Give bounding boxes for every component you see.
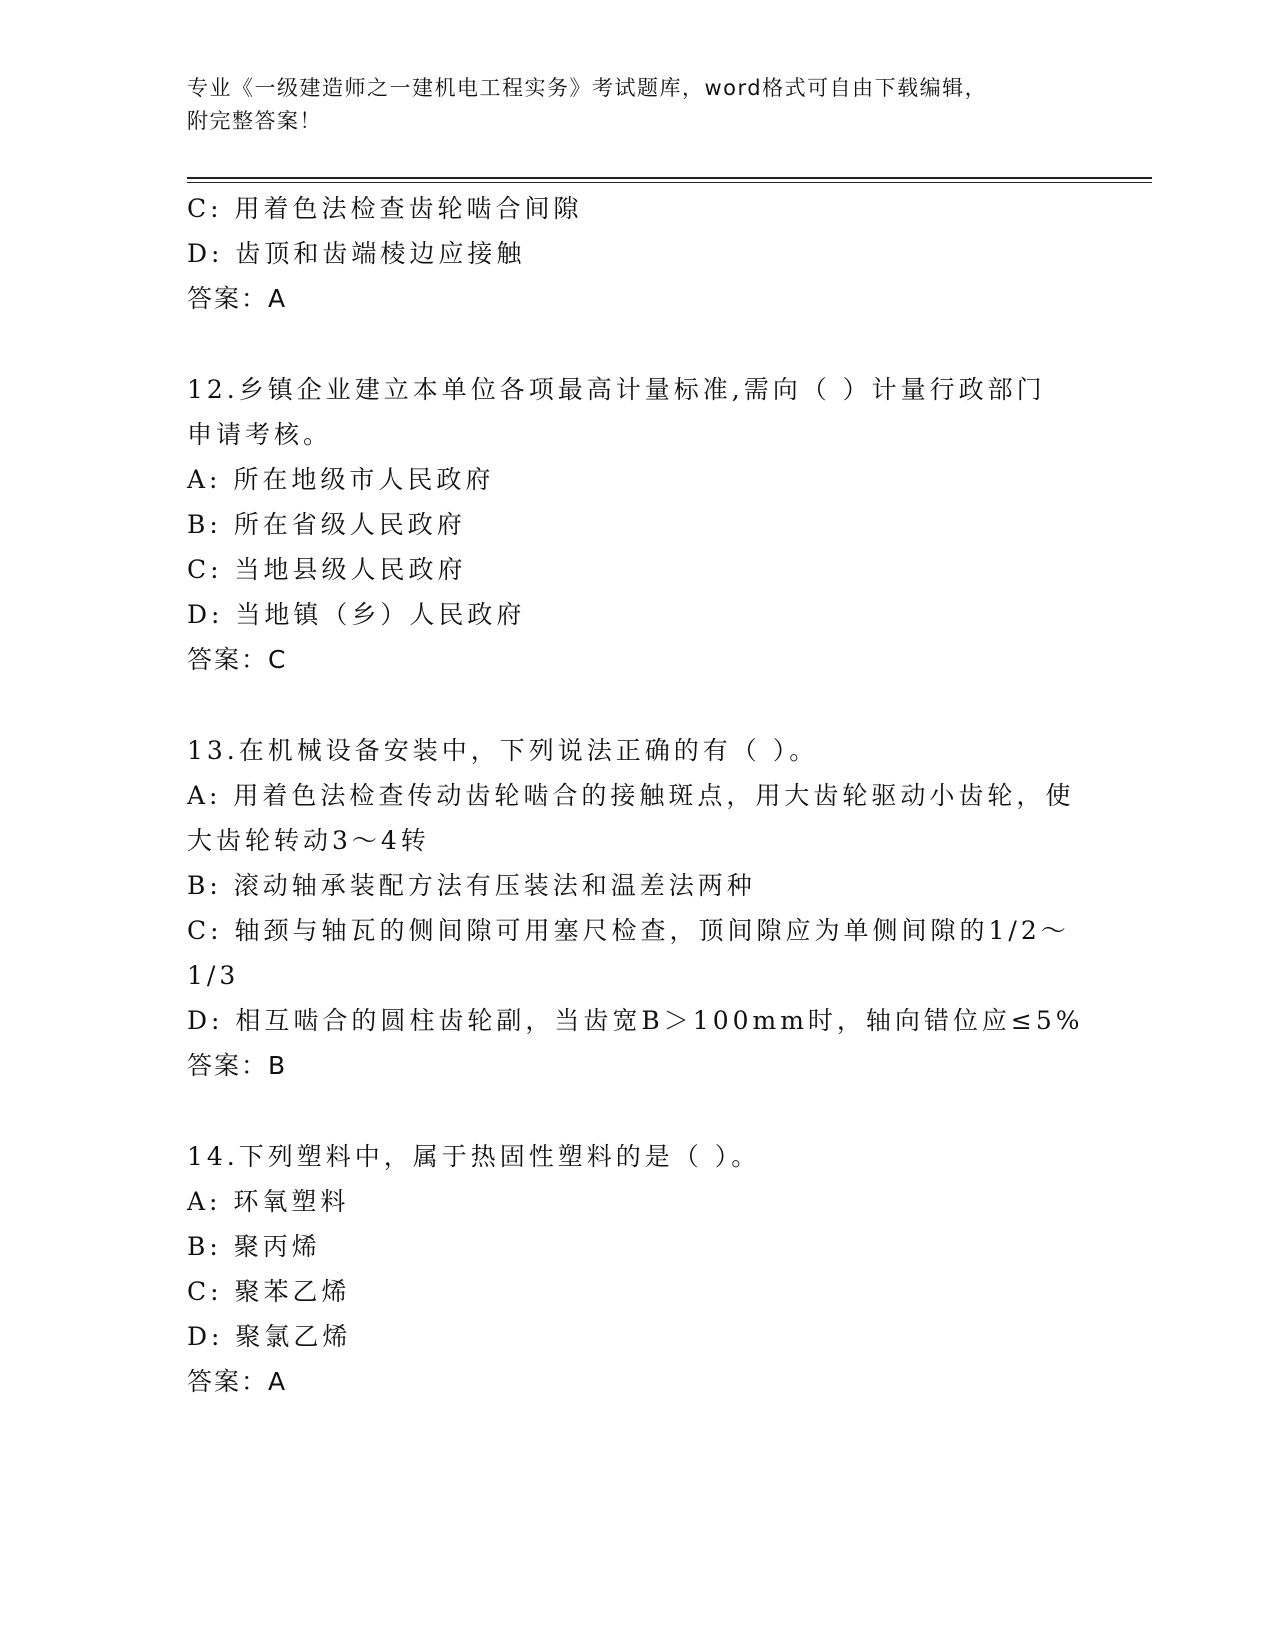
option-c: C: 轴颈与轴瓦的侧间隙可用塞尺检查，顶间隙应为单侧间隙的1/2～	[187, 916, 1070, 945]
question-12-block	[187, 367, 1087, 682]
header-line-2: 附完整答案！	[187, 109, 322, 133]
question-14-block	[187, 1134, 1087, 1404]
question-stem-continued: 申请考核。	[187, 420, 333, 449]
option-c: C: 当地县级人民政府	[187, 555, 467, 584]
spacer	[187, 1088, 1087, 1134]
option-d: D: 当地镇（乡）人民政府	[187, 600, 526, 629]
answer-label: 答案：A	[187, 1367, 288, 1396]
option-a: A: 所在地级市人民政府	[187, 465, 495, 494]
prev-question-block	[187, 186, 1087, 321]
option-d: D: 齿顶和齿端棱边应接触	[187, 239, 526, 268]
option-c: C: 用着色法检查齿轮啮合间隙	[187, 194, 583, 223]
option-b: B: 滚动轴承装配方法有压装法和温差法两种	[187, 871, 756, 900]
header-line-1: 专业《一级建造师之一建机电工程实务》考试题库，word格式可自由下载编辑，	[187, 76, 988, 100]
option-a-continued: 大齿轮转动3～4转	[187, 826, 430, 855]
option-a: A: 环氧塑料	[187, 1187, 350, 1216]
question-stem: 13.在机械设备安装中，下列说法正确的有（ ）。	[187, 736, 819, 765]
page-header	[187, 72, 1067, 138]
option-b: B: 所在省级人民政府	[187, 510, 466, 539]
question-content	[187, 186, 1087, 1404]
question-stem: 12.乡镇企业建立本单位各项最高计量标准,需向（ ）计量行政部门	[187, 375, 1046, 404]
answer-label: 答案：C	[187, 645, 288, 674]
question-13-block	[187, 728, 1087, 1088]
header-divider	[187, 177, 1152, 183]
question-stem: 14.下列塑料中，属于热固性塑料的是（ ）。	[187, 1142, 761, 1171]
spacer	[187, 682, 1087, 728]
option-a: A: 用着色法检查传动齿轮啮合的接触斑点，用大齿轮驱动小齿轮，使	[187, 781, 1075, 810]
option-c-continued: 1/3	[187, 961, 240, 990]
option-d: D: 相互啮合的圆柱齿轮副，当齿宽B＞100mm时，轴向错位应≤5%	[187, 1006, 1084, 1035]
answer-label: 答案：B	[187, 1051, 288, 1080]
answer-label: 答案：A	[187, 284, 288, 313]
option-c: C: 聚苯乙烯	[187, 1277, 351, 1306]
option-b: B: 聚丙烯	[187, 1232, 321, 1261]
spacer	[187, 321, 1087, 367]
option-d: D: 聚氯乙烯	[187, 1322, 352, 1351]
